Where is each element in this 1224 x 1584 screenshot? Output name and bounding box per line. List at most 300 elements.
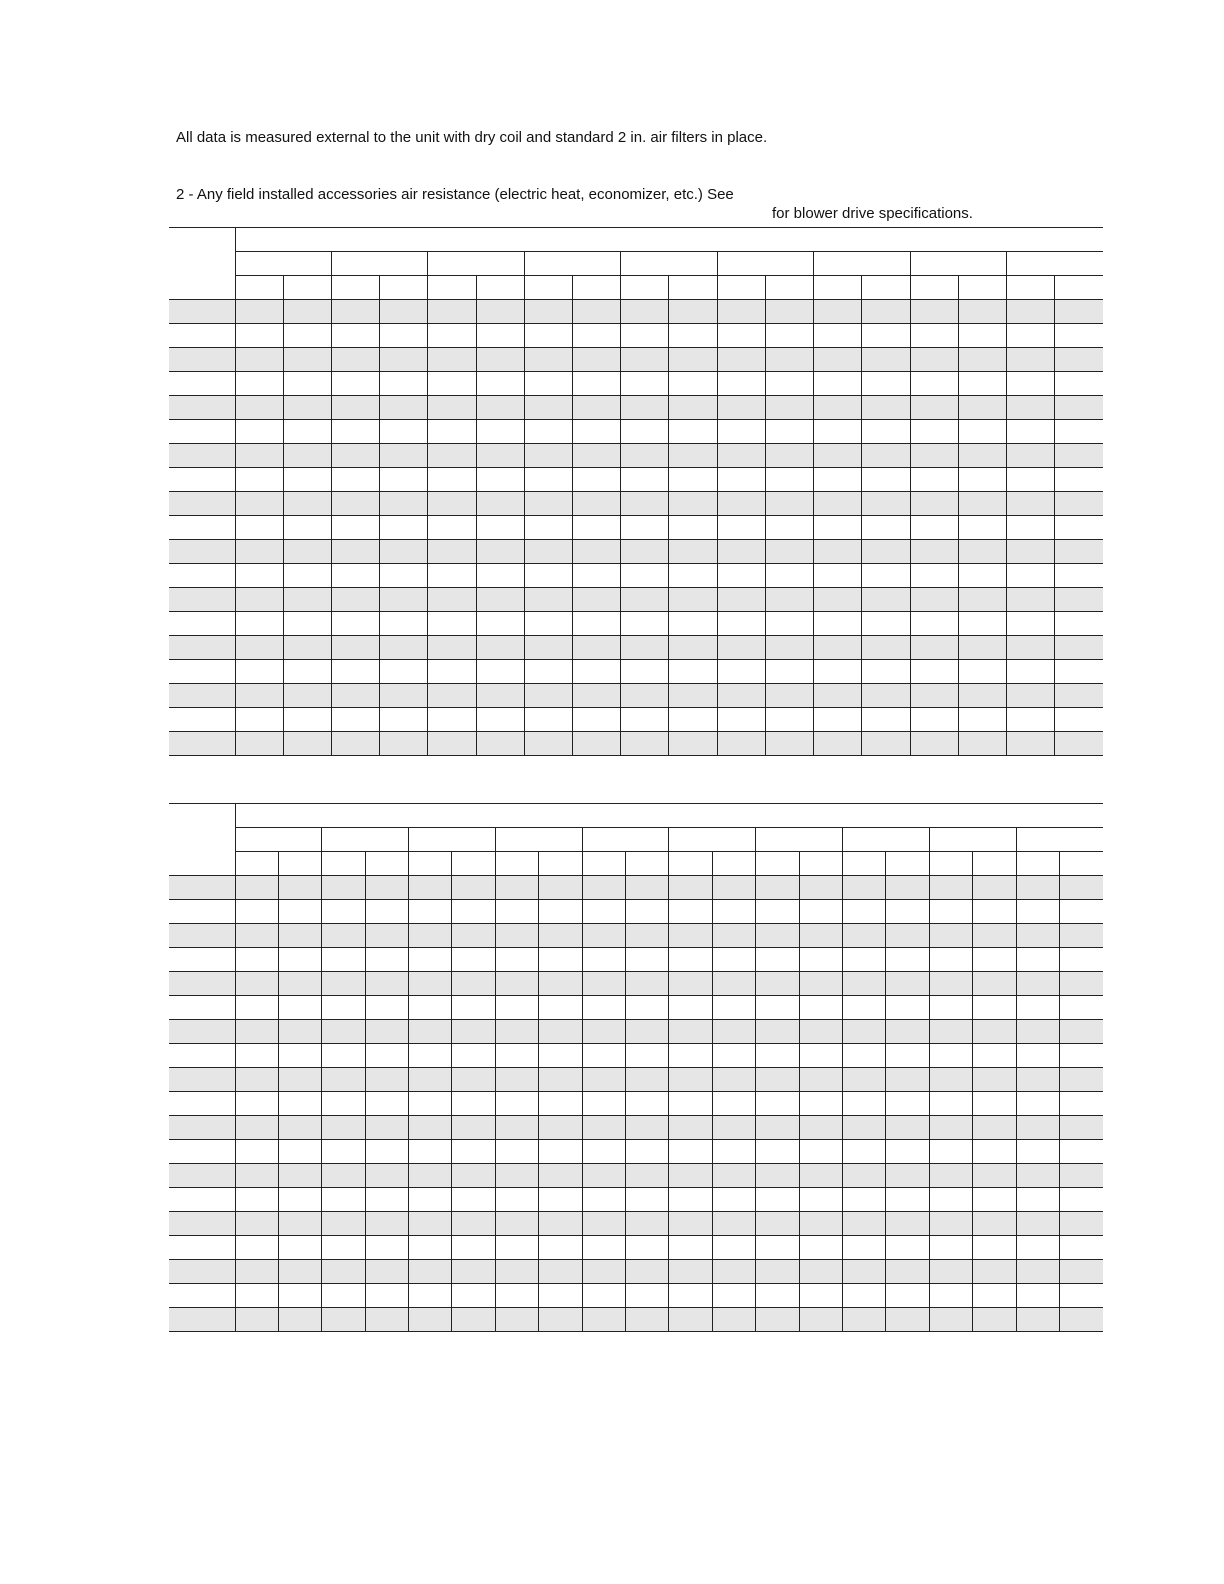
data-cell	[235, 612, 283, 636]
data-cell	[717, 588, 765, 612]
data-cell	[717, 492, 765, 516]
data-cell	[278, 1260, 321, 1284]
header-sub-cell	[765, 276, 813, 300]
data-cell	[842, 900, 885, 924]
data-cell	[669, 468, 717, 492]
data-cell	[669, 1260, 712, 1284]
data-cell	[929, 1212, 972, 1236]
data-cell	[283, 540, 331, 564]
data-cell	[524, 300, 572, 324]
data-cell	[842, 1308, 885, 1332]
data-cell	[495, 1284, 538, 1308]
data-cell	[910, 636, 958, 660]
data-cell	[621, 684, 669, 708]
data-cell	[331, 564, 379, 588]
data-cell	[582, 876, 625, 900]
data-cell	[365, 1212, 408, 1236]
data-cell	[929, 924, 972, 948]
data-cell	[331, 684, 379, 708]
table-row	[169, 612, 1103, 636]
data-cell	[1055, 420, 1103, 444]
data-cell	[1059, 1116, 1103, 1140]
data-cell	[322, 1116, 365, 1140]
header-sub-cell	[814, 276, 862, 300]
data-cell	[910, 396, 958, 420]
data-cell	[626, 1212, 669, 1236]
data-cell	[428, 660, 476, 684]
data-cell	[452, 1188, 495, 1212]
header-corner-cell	[169, 228, 235, 300]
data-cell	[476, 492, 524, 516]
table-row	[169, 972, 1103, 996]
data-cell	[756, 1092, 799, 1116]
data-cell	[476, 300, 524, 324]
data-cell	[958, 324, 1006, 348]
data-cell	[973, 1308, 1016, 1332]
data-cell	[1007, 684, 1055, 708]
data-cell	[1055, 300, 1103, 324]
header-group-cell	[929, 828, 1016, 852]
data-cell	[235, 1236, 278, 1260]
header-sub-cell	[1007, 276, 1055, 300]
row-label-cell	[169, 468, 235, 492]
data-cell	[365, 1020, 408, 1044]
data-cell	[409, 1188, 452, 1212]
data-cell	[235, 588, 283, 612]
data-cell	[862, 468, 910, 492]
data-cell	[958, 636, 1006, 660]
data-cell	[973, 1020, 1016, 1044]
data-cell	[717, 444, 765, 468]
data-cell	[717, 372, 765, 396]
header-span-cell	[235, 228, 1103, 252]
data-cell	[476, 564, 524, 588]
data-cell	[452, 924, 495, 948]
data-cell	[380, 324, 428, 348]
data-cell	[910, 300, 958, 324]
data-cell	[409, 1092, 452, 1116]
data-cell	[862, 324, 910, 348]
data-cell	[814, 516, 862, 540]
data-cell	[283, 660, 331, 684]
data-cell	[573, 420, 621, 444]
data-cell	[495, 1212, 538, 1236]
data-cell	[331, 468, 379, 492]
data-cell	[524, 372, 572, 396]
data-cell	[756, 996, 799, 1020]
data-cell	[765, 684, 813, 708]
data-cell	[958, 492, 1006, 516]
data-cell	[717, 684, 765, 708]
data-cell	[842, 1068, 885, 1092]
data-cell	[929, 1044, 972, 1068]
data-cell	[476, 396, 524, 420]
data-cell	[539, 972, 582, 996]
data-cell	[1016, 1092, 1059, 1116]
data-cell	[235, 924, 278, 948]
data-cell	[712, 876, 755, 900]
data-cell	[573, 612, 621, 636]
data-cell	[756, 1260, 799, 1284]
table-row	[169, 396, 1103, 420]
data-cell	[1055, 468, 1103, 492]
data-cell	[524, 468, 572, 492]
data-cell	[910, 516, 958, 540]
data-cell	[582, 1140, 625, 1164]
data-cell	[365, 1164, 408, 1188]
data-cell	[862, 396, 910, 420]
data-cell	[365, 1092, 408, 1116]
data-cell	[539, 1044, 582, 1068]
header-sub-cell	[235, 276, 283, 300]
row-label-cell	[169, 636, 235, 660]
data-cell	[958, 732, 1006, 756]
data-cell	[886, 1044, 929, 1068]
data-cell	[1007, 660, 1055, 684]
data-cell	[799, 1236, 842, 1260]
table-row	[169, 1044, 1103, 1068]
data-cell	[862, 540, 910, 564]
data-cell	[331, 444, 379, 468]
data-cell	[886, 996, 929, 1020]
data-cell	[380, 300, 428, 324]
data-cell	[322, 876, 365, 900]
data-cell	[278, 1308, 321, 1332]
header-group-cell	[428, 252, 524, 276]
data-cell	[973, 900, 1016, 924]
header-group-cell	[756, 828, 843, 852]
data-cell	[1059, 972, 1103, 996]
data-cell	[842, 1092, 885, 1116]
data-cell	[582, 900, 625, 924]
data-cell	[278, 1068, 321, 1092]
data-cell	[958, 300, 1006, 324]
data-cell	[283, 588, 331, 612]
data-cell	[814, 492, 862, 516]
data-cell	[1055, 684, 1103, 708]
row-label-cell	[169, 1308, 235, 1332]
data-cell	[235, 636, 283, 660]
data-cell	[476, 732, 524, 756]
data-cell	[573, 300, 621, 324]
table-row	[169, 1212, 1103, 1236]
data-cell	[886, 1236, 929, 1260]
data-cell	[278, 1116, 321, 1140]
data-cell	[886, 876, 929, 900]
data-cell	[973, 1116, 1016, 1140]
data-cell	[235, 660, 283, 684]
data-cell	[799, 1092, 842, 1116]
data-cell	[842, 1116, 885, 1140]
data-cell	[539, 1116, 582, 1140]
table-row	[169, 348, 1103, 372]
data-cell	[973, 1212, 1016, 1236]
data-cell	[1059, 1308, 1103, 1332]
data-cell	[235, 372, 283, 396]
data-cell	[958, 660, 1006, 684]
data-cell	[973, 1260, 1016, 1284]
data-cell	[322, 1188, 365, 1212]
data-cell	[929, 1020, 972, 1044]
data-cell	[283, 684, 331, 708]
data-cell	[799, 948, 842, 972]
data-cell	[1055, 540, 1103, 564]
table-row	[169, 300, 1103, 324]
data-cell	[862, 444, 910, 468]
data-cell	[322, 900, 365, 924]
data-cell	[380, 540, 428, 564]
row-label-cell	[169, 1044, 235, 1068]
data-cell	[331, 300, 379, 324]
data-cell	[765, 636, 813, 660]
data-cell	[1007, 612, 1055, 636]
data-cell	[331, 732, 379, 756]
data-cell	[539, 1284, 582, 1308]
data-cell	[539, 1212, 582, 1236]
data-cell	[626, 1140, 669, 1164]
data-cell	[910, 732, 958, 756]
header-group-cell	[669, 828, 756, 852]
data-cell	[626, 972, 669, 996]
row-label-cell	[169, 1188, 235, 1212]
data-cell	[452, 900, 495, 924]
data-cell	[814, 684, 862, 708]
data-cell	[409, 900, 452, 924]
row-label-cell	[169, 372, 235, 396]
data-cell	[476, 540, 524, 564]
data-cell	[524, 396, 572, 420]
data-cell	[669, 324, 717, 348]
header-sub-cell	[862, 276, 910, 300]
data-cell	[235, 324, 283, 348]
header-sub-cell	[365, 852, 408, 876]
data-cell	[1059, 900, 1103, 924]
data-cell	[331, 612, 379, 636]
data-cell	[1055, 372, 1103, 396]
data-cell	[842, 996, 885, 1020]
data-cell	[886, 948, 929, 972]
data-cell	[1055, 660, 1103, 684]
data-cell	[235, 1308, 278, 1332]
data-cell	[573, 660, 621, 684]
data-cell	[524, 348, 572, 372]
header-sub-cell	[799, 852, 842, 876]
data-cell	[283, 636, 331, 660]
data-cell	[573, 324, 621, 348]
data-cell	[573, 492, 621, 516]
data-cell	[910, 420, 958, 444]
data-cell	[910, 348, 958, 372]
data-cell	[842, 1236, 885, 1260]
data-cell	[842, 1284, 885, 1308]
data-cell	[283, 372, 331, 396]
note-measurement: All data is measured external to the unit with dry coil and standard 2 in. air filters in place.	[176, 129, 768, 146]
data-cell	[765, 420, 813, 444]
data-cell	[452, 1212, 495, 1236]
data-cell	[1016, 1236, 1059, 1260]
data-cell	[765, 516, 813, 540]
data-cell	[669, 636, 717, 660]
data-cell	[669, 660, 717, 684]
header-group-cell	[814, 252, 910, 276]
data-cell	[929, 1116, 972, 1140]
data-cell	[717, 324, 765, 348]
data-cell	[1007, 300, 1055, 324]
data-cell	[322, 1068, 365, 1092]
table-row	[169, 732, 1103, 756]
data-cell	[910, 684, 958, 708]
header-group-cell	[1007, 252, 1104, 276]
data-cell	[278, 1164, 321, 1188]
data-cell	[712, 1020, 755, 1044]
data-cell	[278, 972, 321, 996]
row-label-cell	[169, 660, 235, 684]
data-cell	[958, 540, 1006, 564]
table-row	[169, 1284, 1103, 1308]
data-cell	[910, 660, 958, 684]
table-row	[169, 636, 1103, 660]
data-cell	[235, 1212, 278, 1236]
data-cell	[1016, 1044, 1059, 1068]
table-row	[169, 564, 1103, 588]
data-cell	[380, 588, 428, 612]
data-cell	[1055, 612, 1103, 636]
data-cell	[842, 972, 885, 996]
data-cell	[428, 444, 476, 468]
data-cell	[322, 1044, 365, 1068]
data-cell	[452, 972, 495, 996]
data-cell	[958, 588, 1006, 612]
header-sub-cell	[573, 276, 621, 300]
data-cell	[1007, 324, 1055, 348]
data-cell	[929, 1308, 972, 1332]
data-cell	[1055, 516, 1103, 540]
data-cell	[573, 588, 621, 612]
table-row	[169, 324, 1103, 348]
data-cell	[582, 924, 625, 948]
data-cell	[235, 1020, 278, 1044]
data-cell	[626, 1236, 669, 1260]
data-cell	[278, 1140, 321, 1164]
row-label-cell	[169, 732, 235, 756]
data-cell	[495, 1092, 538, 1116]
data-cell	[322, 1260, 365, 1284]
header-sub-cell	[524, 276, 572, 300]
table-row	[169, 516, 1103, 540]
data-cell	[495, 996, 538, 1020]
data-cell	[886, 1284, 929, 1308]
header-sub-cell	[452, 852, 495, 876]
data-cell	[283, 396, 331, 420]
data-cell	[929, 1140, 972, 1164]
data-cell	[910, 492, 958, 516]
data-cell	[929, 1188, 972, 1212]
data-cell	[669, 1092, 712, 1116]
data-cell	[452, 1164, 495, 1188]
data-cell	[452, 1068, 495, 1092]
data-cell	[380, 612, 428, 636]
header-sub-cell	[910, 276, 958, 300]
header-sub-cell	[1055, 276, 1103, 300]
data-cell	[278, 1020, 321, 1044]
data-cell	[1007, 588, 1055, 612]
data-cell	[573, 372, 621, 396]
header-group-cell	[717, 252, 813, 276]
data-cell	[476, 348, 524, 372]
data-cell	[814, 660, 862, 684]
data-cell	[712, 1092, 755, 1116]
data-cell	[626, 1020, 669, 1044]
data-cell	[1055, 396, 1103, 420]
data-cell	[669, 612, 717, 636]
row-label-cell	[169, 972, 235, 996]
data-cell	[283, 732, 331, 756]
data-cell	[765, 372, 813, 396]
header-sub-cell	[669, 852, 712, 876]
data-cell	[409, 1284, 452, 1308]
data-cell	[235, 1116, 278, 1140]
data-cell	[331, 540, 379, 564]
data-cell	[712, 1068, 755, 1092]
data-cell	[814, 468, 862, 492]
data-cell	[717, 708, 765, 732]
data-cell	[331, 588, 379, 612]
data-cell	[958, 420, 1006, 444]
data-cell	[582, 1308, 625, 1332]
table-row	[169, 444, 1103, 468]
data-cell	[235, 468, 283, 492]
data-cell	[278, 996, 321, 1020]
data-cell	[886, 1116, 929, 1140]
data-cell	[973, 1188, 1016, 1212]
data-cell	[973, 1092, 1016, 1116]
data-cell	[1059, 924, 1103, 948]
data-cell	[765, 564, 813, 588]
data-cell	[380, 348, 428, 372]
data-cell	[756, 900, 799, 924]
data-cell	[476, 444, 524, 468]
data-cell	[862, 348, 910, 372]
table-row	[169, 708, 1103, 732]
data-cell	[669, 924, 712, 948]
data-cell	[929, 1260, 972, 1284]
data-cell	[476, 420, 524, 444]
table-row	[169, 1236, 1103, 1260]
data-cell	[235, 444, 283, 468]
data-cell	[626, 948, 669, 972]
data-cell	[1059, 1044, 1103, 1068]
data-cell	[862, 564, 910, 588]
header-span-cell	[235, 804, 1103, 828]
data-cell	[495, 1308, 538, 1332]
data-cell	[958, 396, 1006, 420]
data-cell	[582, 1260, 625, 1284]
data-cell	[886, 1068, 929, 1092]
data-cell	[756, 1068, 799, 1092]
data-cell	[428, 492, 476, 516]
data-cell	[539, 1236, 582, 1260]
data-cell	[278, 1236, 321, 1260]
data-cell	[365, 948, 408, 972]
data-cell	[365, 1116, 408, 1140]
data-cell	[524, 708, 572, 732]
header-sub-cell	[621, 276, 669, 300]
data-cell	[539, 1092, 582, 1116]
data-cell	[669, 900, 712, 924]
data-cell	[1007, 372, 1055, 396]
data-cell	[539, 1020, 582, 1044]
header-sub-cell	[626, 852, 669, 876]
